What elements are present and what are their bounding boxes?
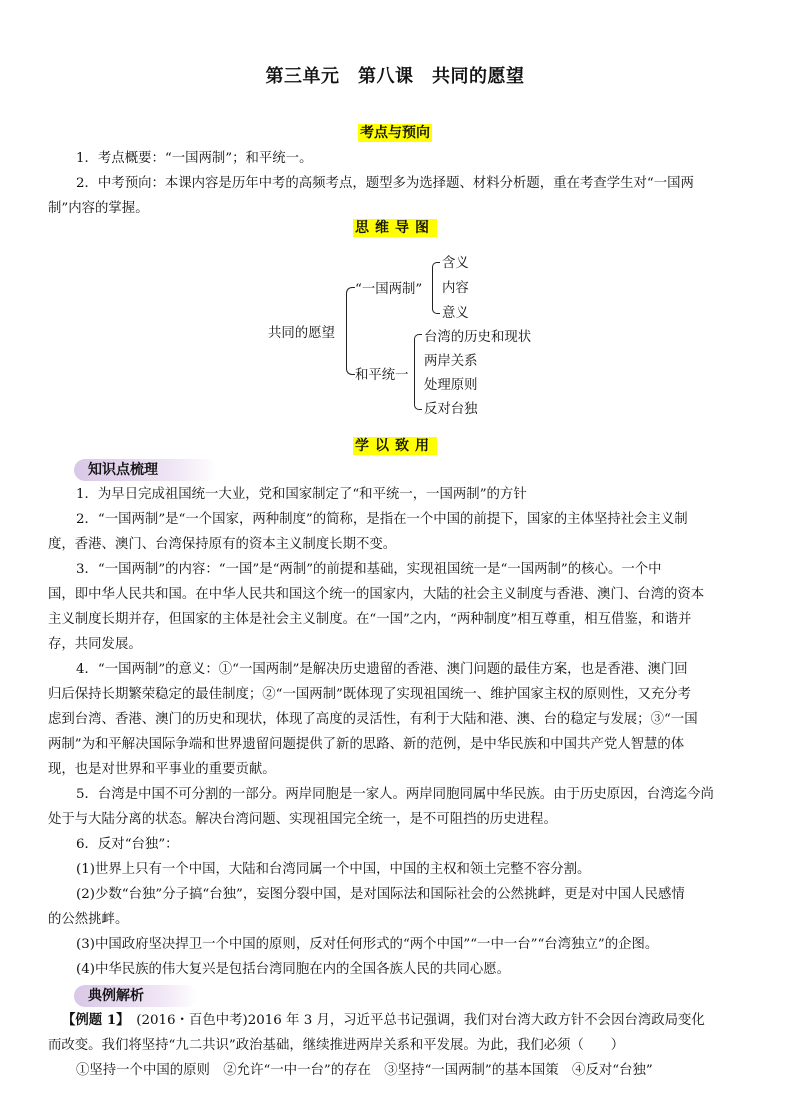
knowledge-line: 现，也是对世界和平事业的重要贡献。 <box>48 762 276 777</box>
section-kaodian <box>0 122 790 142</box>
kaodian-line-1: 1．考点概要：“一国两制”；和平统一。 <box>76 151 313 166</box>
section-xueyi <box>0 435 790 455</box>
mindmap-root: 共同的愿望 <box>268 326 335 341</box>
mindmap-branch2-bracket <box>414 334 422 410</box>
example-label: 【例题 1】 <box>62 1012 123 1028</box>
knowledge-line: 国，即中华人民共和国。在中华人民共和国这个统一的国家内，大陆的社会主义制度与香港、澳门、台湾的资本 <box>48 587 705 602</box>
example-stem-2: 而改变。我们将坚持“九二共识”政治基础，继续推进两岸关系和平发展。为此，我们必须（ ） <box>48 1038 625 1053</box>
section-mindmap-label: 思维导图 <box>355 220 435 236</box>
knowledge-line: 1．为早日完成祖国统一大业，党和国家制定了“和平统一，一国两制”的方针 <box>76 487 527 502</box>
example-line-1 <box>62 1008 705 1033</box>
knowledge-line: (3)中国政府坚决捍卫一个中国的原则，反对任何形式的“两个中国”“一中一台”“台湾独立”的企图。 <box>76 937 659 952</box>
kaodian-line-2: 2．中考预向：本课内容是历年中考的高频考点，题型多为选择题、材料分析题，重在考查学生对“一国两 <box>76 176 694 191</box>
knowledge-line: 度，香港、澳门、台湾保持原有的资本主义制度长期不变。 <box>48 537 397 552</box>
mindmap-branch1-item: 内容 <box>442 281 469 296</box>
knowledge-line: 存，共同发展。 <box>48 637 142 652</box>
knowledge-line: (4)中华民族的伟大复兴是包括台湾同胞在内的全国各族人民的共同心愿。 <box>76 962 511 977</box>
knowledge-line: 4．“一国两制”的意义：①“一国两制”是解决历史遗留的香港、澳门问题的最佳方案，也是香港、澳门回 <box>76 662 688 677</box>
knowledge-line: 两制”为和平解决国际争端和世界遗留问题提供了新的思路、新的范例，是中华民族和中国共产党人智慧的体 <box>48 737 685 752</box>
knowledge-line: 3．“一国两制”的内容：“一国”是“两制”的前提和基础，实现祖国统一是“一国两制”的核心。一个中 <box>76 562 662 577</box>
knowledge-line: 5．台湾是中国不可分割的一部分。两岸同胞是一家人。两岸同胞同属中华民族。由于历史原因，台湾迄今尚 <box>76 787 714 802</box>
knowledge-line: 2．“一国两制”是“一个国家，两种制度”的简称，是指在一个中国的前提下，国家的主体坚持社会主义制 <box>76 512 688 527</box>
mindmap-branch1-label: “一国两制” <box>355 282 423 297</box>
section-mindmap <box>0 217 790 237</box>
knowledge-line: 的公然挑衅。 <box>48 912 129 927</box>
mindmap-branch1-item: 意义 <box>442 306 469 321</box>
knowledge-line: (1)世界上只有一个中国，大陆和台湾同属一个中国，中国的主权和领土完整不容分割。 <box>76 862 591 877</box>
mindmap-branch2-item: 台湾的历史和现状 <box>424 330 532 345</box>
mindmap-branch2-item: 反对台独 <box>424 402 478 417</box>
mindmap-branch2-item: 两岸关系 <box>424 354 478 369</box>
mindmap-branch1-item: 含义 <box>442 256 469 271</box>
knowledge-line: 处于与大陆分离的状态。解决台湾问题、实现祖国完全统一，是不可阻挡的历史进程。 <box>48 812 557 827</box>
example-options: ①坚持一个中国的原则 ②允许“一中一台”的存在 ③坚持“一国两制”的基本国策 ④反对“台独” <box>76 1063 653 1078</box>
mindmap-root-bracket <box>346 287 355 375</box>
knowledge-line: (2)少数“台独”分子搞“台独”，妄图分裂中国，是对国际法和国际社会的公然挑衅，更是对中国人民感情 <box>76 887 685 902</box>
knowledge-line: 虑到台湾、香港、澳门的历史和现状，体现了高度的灵活性，有利于大陆和港、澳、台的稳定与发展；③“一国 <box>48 712 698 727</box>
knowledge-line: 6．反对“台独”： <box>76 837 179 852</box>
page-title: 第三单元 第八课 共同的愿望 <box>265 66 525 87</box>
mindmap-branch2-label: 和平统一 <box>355 368 409 383</box>
section-xueyi-label: 学以致用 <box>355 438 435 454</box>
kaodian-line-3: 制”内容的掌握。 <box>48 201 149 216</box>
banner-dianli: 典例解析 <box>74 985 198 1007</box>
knowledge-line: 归后保持长期繁荣稳定的最佳制度；②“一国两制”既体现了实现祖国统一、维护国家主权的原则性，又充分考 <box>48 687 692 702</box>
mindmap-branch1-bracket <box>432 262 440 314</box>
banner-zhishi: 知识点梳理 <box>74 459 218 481</box>
section-kaodian-label: 考点与预向 <box>360 125 430 141</box>
example-stem-1: (2016・百色中考)2016 年 3 月，习近平总书记强调，我们对台湾大政方针不会因台湾政局变化 <box>122 1013 705 1028</box>
mindmap-branch2-item: 处理原则 <box>424 378 478 393</box>
knowledge-line: 主义制度长期并存，但国家的主体是社会主义制度。在“一国”之内，“两种制度”相互尊重，相互借鉴，和谐并 <box>48 612 692 627</box>
